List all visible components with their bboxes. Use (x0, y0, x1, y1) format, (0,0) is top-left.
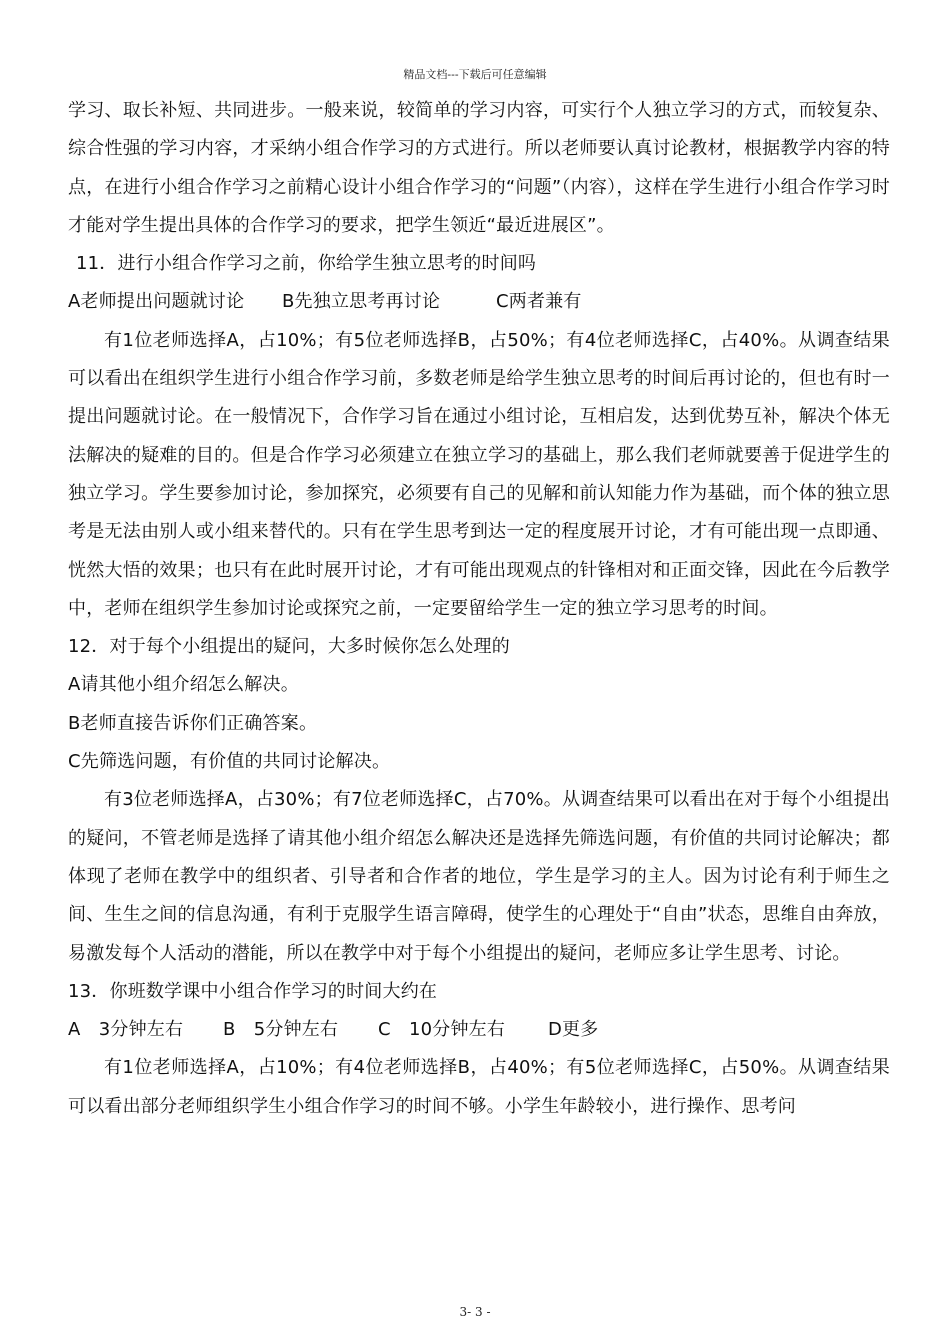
paragraph-analysis-11: 有1位老师选择A，占10%；有5位老师选择B，占50%；有4位老师选择C，占40%。从调查结果可以看出在组织学生进行小组合作学习前，多数老师是给学生独立思考的时间后再讨论的，但也有时一提出问题就讨论。在一般情况下，合作学习旨在通过小组讨论，互相启发，达到优势互补，解决个体无法解决的疑难的目的。但是合作学习必须建立在独立学习的基础上，那么我们老师就要善于促进学生的独立学习。学生要参加讨论，参加探究，必须要有自己的见解和前认知能力作为基础，而个体的独立思考是无法由别人或小组来替代的。只有在学生思考到达一定的程度展开讨论，才有可能出现一点即通、恍然大悟的效果；也只有在此时展开讨论，才有可能出现观点的针锋相对和正面交锋，因此在今后教学中，老师在组织学生参加讨论或探究之前，一定要留给学生一定的独立学习思考的时间。 (68, 329, 890, 619)
question-12: 12．对于每个小组提出的疑问，大多时候你怎么处理的 (68, 636, 510, 658)
option-b: B 5分钟左右 (223, 1019, 339, 1041)
question-12-option-b: B老师直接告诉你们正确答案。 (68, 712, 318, 734)
paragraph-intro: 学习、取长补短、共同进步。一般来说，较简单的学习内容，可实行个人独立学习的方式，而较复杂、综合性强的学习内容，才采纳小组合作学习的方式进行。所以老师要认真讨论教材，根据教学内容的特点，在进行小组合作学习之前精心设计小组合作学习的“问题”（内容），这样在学生进行小组合作学习时才能对学生提出具体的合作学习的要求，把学生领近“最近进展区”。 (68, 100, 890, 236)
page-header: 精品文档---下载后可任意编辑 (403, 68, 547, 81)
option-d: D更多 (548, 1019, 599, 1041)
question-12-option-c: C先筛选问题，有价值的共同讨论解决。 (68, 751, 391, 773)
page-footer: 3- 3 - (459, 1305, 491, 1319)
question-11-options (68, 283, 890, 321)
question-13-options (68, 1011, 890, 1049)
option-c: C 10分钟左右 (378, 1019, 506, 1041)
question-11: 11．进行小组合作学习之前，你给学生独立思考的时间吗 (76, 253, 537, 275)
paragraph-analysis-13: 有1位老师选择A，占10%；有4位老师选择B，占40%；有5位老师选择C，占50%。从调查结果可以看出部分老师组织学生小组合作学习的时间不够。小学生年龄较小，进行操作、思考问 (68, 1057, 890, 1117)
option-a: A老师提出问题就讨论 (68, 291, 245, 313)
question-12-option-a: A请其他小组介绍怎么解决。 (68, 674, 299, 696)
document-body (68, 92, 890, 1126)
paragraph-analysis-12: 有3位老师选择A，占30%；有7位老师选择C，占70%。从调查结果可以看出在对于每个小组提出的疑问，不管老师是选择了请其他小组介绍怎么解决还是选择先筛选问题，有价值的共同讨论解决；都体现了老师在教学中的组织者、引导者和合作者的地位，学生是学习的主人。因为讨论有利于师生之间、生生之间的信息沟通，有利于克服学生语言障碍，使学生的心理处于“自由”状态，思维自由奔放，易激发每个人活动的潜能，所以在教学中对于每个小组提出的疑问，老师应多让学生思考、讨论。 (68, 789, 890, 964)
option-b: B先独立思考再讨论 (282, 291, 441, 313)
option-a: A 3分钟左右 (68, 1019, 184, 1041)
option-c: C两者兼有 (496, 291, 582, 313)
question-13: 13．你班数学课中小组合作学习的时间大约在 (68, 980, 438, 1002)
